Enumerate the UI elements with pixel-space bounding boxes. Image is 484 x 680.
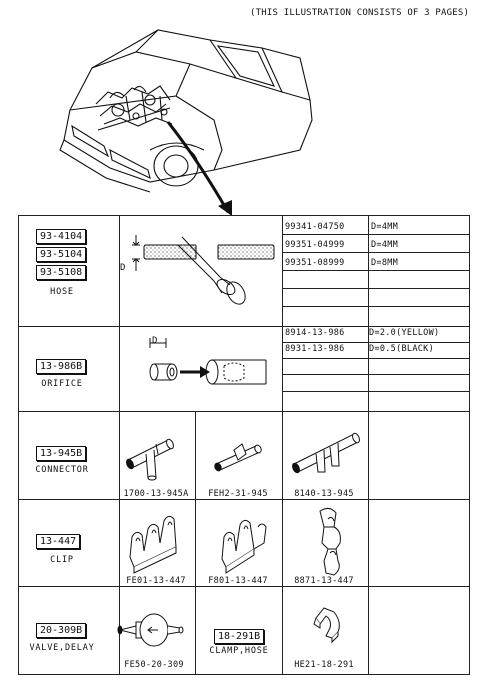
hose-row-1-part: 99341-04750 <box>285 222 345 232</box>
delay-valve-icon <box>114 600 194 660</box>
valve-part-number: 20-309B <box>36 623 86 638</box>
hose-d-label: D <box>120 263 126 273</box>
clip-item-1: FE01-13-447 <box>126 576 186 586</box>
straight-connector-icon <box>206 420 276 490</box>
hose-row-3-part: 99351-08999 <box>285 258 345 268</box>
clip-item-3: 8871-13-447 <box>294 576 354 586</box>
valve-name: VALVE,DELAY <box>29 643 95 653</box>
hose-row-2-spec: D=4MM <box>371 240 399 250</box>
clamp-item: HE21-18-291 <box>294 660 354 670</box>
orifice-row-1-spec: D=2.0(YELLOW) <box>369 328 440 338</box>
hose-row-1-spec: D=4MM <box>371 222 399 232</box>
hose-name: HOSE <box>50 287 74 297</box>
orifice-part-number: 13-986B <box>36 359 86 374</box>
connector-item-2: FEH2-31-945 <box>208 489 268 499</box>
triple-clip-icon <box>124 507 194 582</box>
clip-name: CLIP <box>50 555 74 565</box>
valve-item: FE50-20-309 <box>124 660 184 670</box>
t-connector-icon <box>120 420 190 490</box>
clip-item-2: F801-13-447 <box>208 576 268 586</box>
connector-item-3: 8140-13-945 <box>294 489 354 499</box>
connector-item-1: 1700-13-945A <box>123 489 189 499</box>
hose-clamp-icon <box>304 598 364 658</box>
hose-row-3-spec: D=8MM <box>371 258 399 268</box>
hose-part-number-2: 93-5104 <box>36 247 86 262</box>
orifice-name: ORIFICE <box>41 379 83 389</box>
connector-part-number: 13-945B <box>36 446 86 461</box>
clamp-part-number: 18-291B <box>214 629 264 644</box>
vehicle-engine-bay-illustration <box>0 0 484 215</box>
hose-part-number-1: 93-4104 <box>36 229 86 244</box>
orifice-row-2-part: 8931-13-986 <box>285 344 345 354</box>
page-count-note: (THIS ILLUSTRATION CONSISTS OF 3 PAGES) <box>250 8 470 18</box>
stacked-clip-icon <box>306 505 366 585</box>
clamp-name: CLAMP,HOSE <box>209 646 269 656</box>
clip-part-number: 13-447 <box>36 534 80 549</box>
orifice-d-label: D <box>152 336 158 346</box>
double-t-connector-icon <box>288 420 368 490</box>
orifice-row-1-part: 8914-13-986 <box>285 328 345 338</box>
hose-part-number-3: 93-5108 <box>36 265 86 280</box>
hose-and-scissors-icon <box>118 215 278 325</box>
double-clip-icon <box>212 507 282 582</box>
hose-row-2-part: 99351-04999 <box>285 240 345 250</box>
connector-name: CONNECTOR <box>35 465 89 475</box>
orifice-row-2-spec: D=0.5(BLACK) <box>369 344 435 354</box>
